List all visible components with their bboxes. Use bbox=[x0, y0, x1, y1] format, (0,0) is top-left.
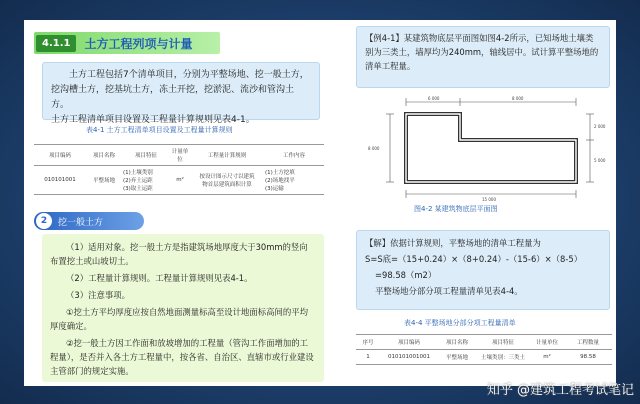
table-header-cell: 项目特征 bbox=[476, 335, 530, 350]
table-header-cell: 项目特征 bbox=[122, 145, 170, 166]
solution-line: 【解】依据计算规则，平整场地的清单工程量为 bbox=[365, 238, 541, 248]
section-header bbox=[34, 32, 220, 54]
feature-line: (3)取土运距 bbox=[123, 186, 153, 192]
table1-caption: 表4-1 土方工程清单项目设置及工程量计算规则 bbox=[86, 126, 233, 134]
dim-bottom: 15 000 bbox=[482, 197, 496, 202]
dig-box bbox=[42, 234, 324, 382]
intro-text bbox=[43, 63, 319, 133]
table-cell bbox=[264, 166, 324, 195]
dig-paragraph: ①挖土方平均厚度应按自然地面测量标高至设计地面标高间的平均厚度确定。 bbox=[50, 307, 309, 331]
table-cell: 1 bbox=[356, 350, 380, 365]
subsection-number: 2 bbox=[36, 213, 52, 229]
table-header-cell: 工作内容 bbox=[264, 145, 324, 166]
floor-plan-figure bbox=[364, 94, 608, 202]
section-title: 土方工程列项与计量 bbox=[84, 36, 193, 51]
table4 bbox=[356, 334, 612, 365]
solution-text bbox=[357, 231, 609, 303]
dig-paragraph: （1）适用对象。挖一般土方是指建筑场地厚度大于30mm的竖向布置挖土或山坡切土。 bbox=[50, 242, 308, 266]
solution-line: S=S底=（15+0.24）×（8+0.24）-（15-6）×（8-5） bbox=[365, 254, 583, 264]
table-cell: 98.58 bbox=[564, 350, 612, 365]
table-cell: 010101001 bbox=[34, 166, 86, 195]
dim-left: 8 000 bbox=[368, 146, 380, 151]
dig-paragraph: （2）工程量计算规则。工程量计算规则见表4-1。 bbox=[66, 273, 253, 283]
table-header-row bbox=[356, 335, 612, 350]
feature-line: (2)弃土运距 bbox=[123, 178, 153, 184]
solution-line: 平整场地分部分项工程量清单见表4-4。 bbox=[375, 286, 523, 296]
work-line: (2)场地找平 bbox=[265, 178, 295, 184]
dim-top-left: 6 000 bbox=[428, 96, 440, 101]
table4-caption: 表4-4 平整场地分部分项工程量清单 bbox=[404, 319, 516, 327]
dig-paragraph: （3）注意事项。 bbox=[66, 290, 130, 300]
table-header-cell: 计量单位 bbox=[170, 145, 190, 166]
dim-top-right: 8 000 bbox=[512, 96, 524, 101]
example-box bbox=[356, 26, 610, 88]
watermark: 知乎 @建筑工程考试笔记 bbox=[486, 383, 634, 398]
figure-caption: 图4-2 某建筑物底层平面图 bbox=[414, 205, 498, 213]
table-row bbox=[34, 166, 324, 195]
intro-line: 挖沟槽土方，挖基坑土方，冻土开挖，挖淤泥、流沙和管沟土方。 bbox=[51, 85, 295, 110]
table-header-cell: 工程量计算规则 bbox=[190, 145, 264, 166]
intro-line: 土方工程清单项目设置及工程量计算规则见表4-1。 bbox=[51, 115, 255, 125]
table-cell: 平整场地 bbox=[86, 166, 122, 195]
table1 bbox=[34, 144, 324, 195]
dig-paragraph: ②挖一般土方因工作面和放坡增加的工程量（管沟工作面增加的工程量），是否并入各土方工程量中，按各省、自治区、直辖市或行业建设主管部门的规定实施。 bbox=[50, 338, 314, 376]
table-row bbox=[356, 350, 612, 365]
table-header-cell: 计量单位 bbox=[530, 335, 564, 350]
table-header-row bbox=[34, 145, 324, 166]
table-cell: m² bbox=[530, 350, 564, 365]
solution-box bbox=[356, 230, 610, 310]
rule-line: 按设计图示尺寸以建筑 bbox=[199, 174, 255, 180]
dig-text bbox=[42, 234, 324, 384]
table-cell: 平整场地 bbox=[438, 350, 476, 365]
table-cell bbox=[190, 166, 264, 195]
section-number: 4.1.1 bbox=[36, 35, 76, 52]
example-text: 【例4-1】某建筑物底层平面图如图4-2所示，已知场地土壤类别为三类土，墙厚均为240mm，轴线居中。试计算平整场地的清单工程量。 bbox=[365, 33, 599, 71]
subsection-title: 挖一般土方 bbox=[58, 217, 104, 228]
table-header-cell: 项目编码 bbox=[34, 145, 86, 166]
work-line: (3)运输 bbox=[265, 186, 284, 192]
solution-line: =98.58（m2） bbox=[375, 270, 437, 280]
table-header-cell: 项目名称 bbox=[438, 335, 476, 350]
dim-right-bottom: 5 000 bbox=[594, 158, 606, 163]
work-line: (1)土方挖填 bbox=[265, 170, 295, 176]
building-outline bbox=[406, 114, 576, 182]
table-cell: 土壤类别：三类土 bbox=[476, 350, 530, 365]
rule-line: 物首层建筑面积计算 bbox=[202, 182, 252, 188]
table-cell: m² bbox=[170, 166, 190, 195]
table-header-cell: 序号 bbox=[356, 335, 380, 350]
feature-line: (1)土壤类别 bbox=[123, 170, 153, 176]
table-header-cell: 工程数量 bbox=[564, 335, 612, 350]
slide bbox=[24, 20, 616, 386]
subsection-header bbox=[34, 212, 144, 230]
intro-line: 土方工程包括7个清单项目，分别为平整场地、挖一般土方， bbox=[69, 70, 309, 80]
table-header-cell: 项目名称 bbox=[86, 145, 122, 166]
intro-box bbox=[42, 62, 320, 125]
table-header-cell: 项目编码 bbox=[380, 335, 438, 350]
dim-right-top: 2 000 bbox=[594, 124, 606, 129]
table-cell: 010101001001 bbox=[380, 350, 438, 365]
table-cell bbox=[122, 166, 170, 195]
